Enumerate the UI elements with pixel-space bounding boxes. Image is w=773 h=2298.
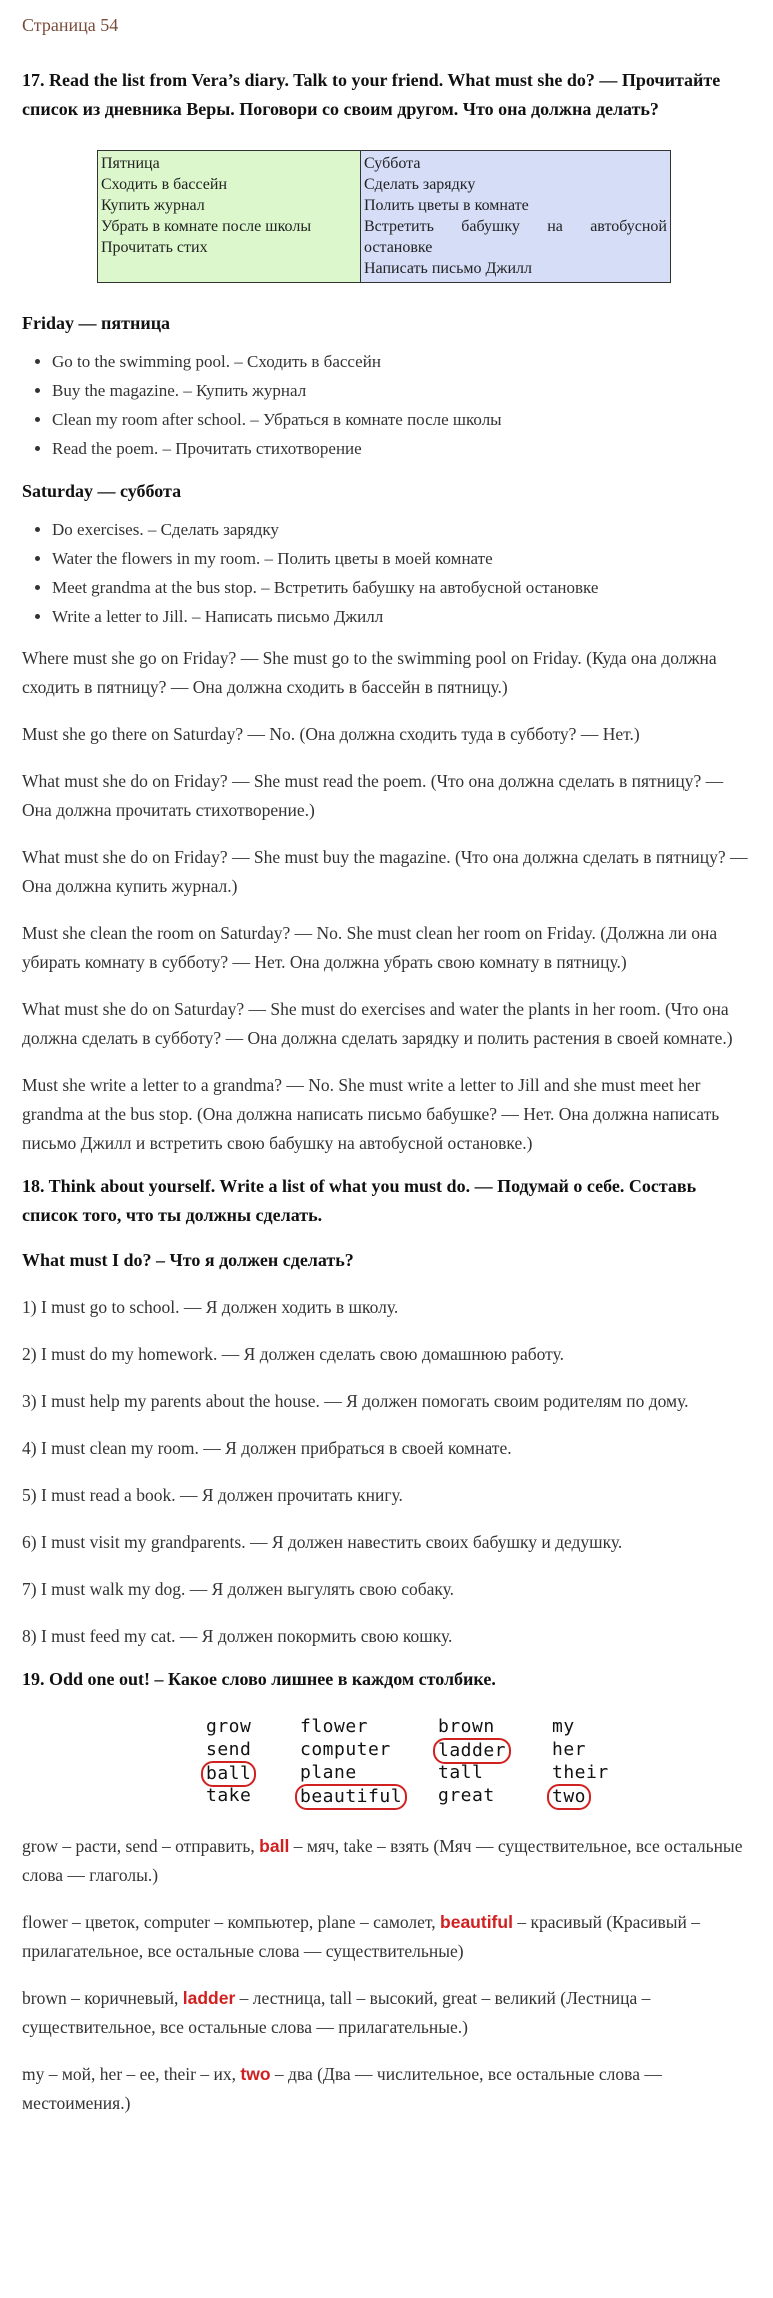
odd-word: take xyxy=(206,1785,252,1806)
odd-word-highlight: ladder xyxy=(182,1988,236,2008)
dialogue: What must she do on Friday? — She must read the poem. (Что она должна сделать в пятницу? — Она должна прочитать стихотворение.) xyxy=(22,771,724,820)
dialogue: What must she do on Saturday? — She must do exercises and water the plants in her room. (Что она должна сделать в субботу? — Она должна сделать зарядку и полить растения в своей комнате.) xyxy=(22,999,733,1048)
diary-cell: Купить журнал xyxy=(101,197,205,214)
odd-word: brown xyxy=(438,1716,495,1737)
list-item: • Clean my room after school. – Убраться в комнате после школы xyxy=(52,405,751,434)
odd-word-circled: beautiful xyxy=(295,1784,407,1810)
diary-table xyxy=(97,150,671,283)
saturday-list xyxy=(22,515,751,631)
answer-text: my – мой, her – ее, their – их, xyxy=(22,2064,241,2084)
answer-text: – мяч, take – взять (Мяч — существительное, все остальные слова — глаголы.) xyxy=(22,1836,743,1885)
answer-text: grow – расти, send – отправить, xyxy=(22,1836,260,1856)
list-item: 4) I must clean my room. — Я должен прибраться в своей комнате. xyxy=(22,1438,512,1458)
answer-paragraph xyxy=(22,1832,751,1890)
list-item: • Buy the magazine. – Купить журнал xyxy=(52,376,751,405)
saturday-column xyxy=(361,151,671,283)
odd-word-circled: ladder xyxy=(433,1738,511,1764)
dialogue: Must she clean the room on Saturday? — No. She must clean her room on Friday. (Должна ли она убирать комнату в субботу? — Нет. Она должна убрать свою комнату в пятницу.) xyxy=(22,923,718,972)
odd-word: their xyxy=(552,1762,609,1783)
friday-list xyxy=(22,347,751,463)
dialogue: Must she go there on Saturday? — No. (Она должна сходить туда в субботу? — Нет.) xyxy=(22,724,640,744)
answer-text: – два (Два — числительное, все остальные слова — местоимения.) xyxy=(22,2064,662,2113)
friday-heading: Friday — пятница xyxy=(22,313,171,333)
list-item: 3) I must help my parents about the house. — Я должен помогать своим родителям по дому. xyxy=(22,1391,689,1411)
odd-word: my xyxy=(552,1716,575,1737)
list-item: 1) I must go to school. — Я должен ходить в школу. xyxy=(22,1297,399,1317)
diary-cell: остановке xyxy=(364,239,433,256)
answer-paragraph xyxy=(22,1984,751,2042)
list-item: • Meet grandma at the bus stop. – Встретить бабушку на автобусной остановке xyxy=(52,573,751,602)
dialogue: What must she do on Friday? — She must buy the magazine. (Что она должна сделать в пятницу? — Она должна купить журнал.) xyxy=(22,847,748,896)
list-item: • Do exercises. – Сделать зарядку xyxy=(52,515,751,544)
odd-one-out-picture xyxy=(182,1716,609,1816)
friday-column xyxy=(98,151,361,283)
odd-word: grow xyxy=(206,1716,252,1737)
answer-paragraph xyxy=(22,1908,751,1966)
list-item: 6) I must visit my grandparents. — Я должен навестить своих бабушку и дедушку. xyxy=(22,1532,623,1552)
diary-cell: Полить цветы в комнате xyxy=(364,197,529,214)
odd-word-highlight: two xyxy=(240,2064,271,2084)
dialogue: Where must she go on Friday? — She must go to the swimming pool on Friday. (Куда она должна сходить в пятницу? — Она должна сходить в бассейн в пятницу.) xyxy=(22,648,717,697)
diary-cell: Прочитать стих xyxy=(101,239,208,256)
exercise-18-subheading: What must I do? – Что я должен сделать? xyxy=(22,1250,354,1270)
list-item: • Go to the swimming pool. – Сходить в бассейн xyxy=(52,347,751,376)
odd-word: plane xyxy=(300,1762,357,1783)
odd-word-circled: ball xyxy=(201,1761,256,1787)
exercise-18-heading: 18. Think about yourself. Write a list of what you must do. — Подумай о себе. Составь список того, что ты должны сделать. xyxy=(22,1176,697,1225)
odd-word-highlight: beautiful xyxy=(440,1912,513,1932)
diary-cell: Убрать в комнате после школы xyxy=(101,218,312,235)
odd-word-highlight: ball xyxy=(259,1836,290,1856)
exercise-17-heading: 17. Read the list from Vera’s diary. Talk to your friend. What must she do? — Прочитайте список из дневника Веры. Поговори со своим другом. Что она должна делать? xyxy=(22,70,721,119)
diary-cell: Сходить в бассейн xyxy=(101,176,228,193)
diary-cell: Написать письмо Джилл xyxy=(364,260,532,277)
list-item: 7) I must walk my dog. — Я должен выгулять свою собаку. xyxy=(22,1579,455,1599)
odd-word: send xyxy=(206,1739,252,1760)
dialogue: Must she write a letter to a grandma? — No. She must write a letter to Jill and she must meet her grandma at the bus stop. (Она должна написать письмо бабушке? — Нет. Она должна написать письмо Джилл и встретить свою бабушку на автобусной остановке.) xyxy=(22,1075,720,1153)
diary-cell: Встретить бабушку на автобусной xyxy=(364,218,667,235)
odd-word: computer xyxy=(300,1739,391,1760)
answer-text: brown – коричневый, xyxy=(22,1988,183,2008)
list-item: • Water the flowers in my room. – Полить цветы в моей комнате xyxy=(52,544,751,573)
exercise-19-heading: 19. Odd one out! – Какое слово лишнее в каждом столбике. xyxy=(22,1669,496,1689)
page xyxy=(0,14,773,2118)
list-item: 8) I must feed my cat. — Я должен покормить свою кошку. xyxy=(22,1626,453,1646)
list-item: • Read the poem. – Прочитать стихотворение xyxy=(52,434,751,463)
diary-cell: Сделать зарядку xyxy=(364,176,476,193)
odd-word: tall xyxy=(438,1762,484,1783)
odd-word: flower xyxy=(300,1716,369,1737)
list-item: • Write a letter to Jill. – Написать письмо Джилл xyxy=(52,602,751,631)
odd-word: her xyxy=(552,1739,587,1760)
answer-text: – лестница, tall – высокий, great – великий (Лестница – существительное, все остальные слова — прилагательные.) xyxy=(22,1988,651,2037)
answer-text: – красивый (Красивый – прилагательное, все остальные слова — существительные) xyxy=(22,1912,701,1961)
diary-cell: Суббота xyxy=(364,155,421,172)
diary-cell: Пятница xyxy=(101,155,160,172)
saturday-heading: Saturday — суббота xyxy=(22,481,182,501)
answer-text: flower – цветок, computer – компьютер, plane – самолет, xyxy=(22,1912,441,1932)
answer-paragraph xyxy=(22,2060,751,2118)
page-label: Страница 54 xyxy=(22,15,119,35)
odd-word: great xyxy=(438,1785,495,1806)
list-item: 2) I must do my homework. — Я должен сделать свою домашнюю работу. xyxy=(22,1344,564,1364)
odd-word-circled: two xyxy=(547,1784,591,1810)
list-item: 5) I must read a book. — Я должен прочитать книгу. xyxy=(22,1485,403,1505)
